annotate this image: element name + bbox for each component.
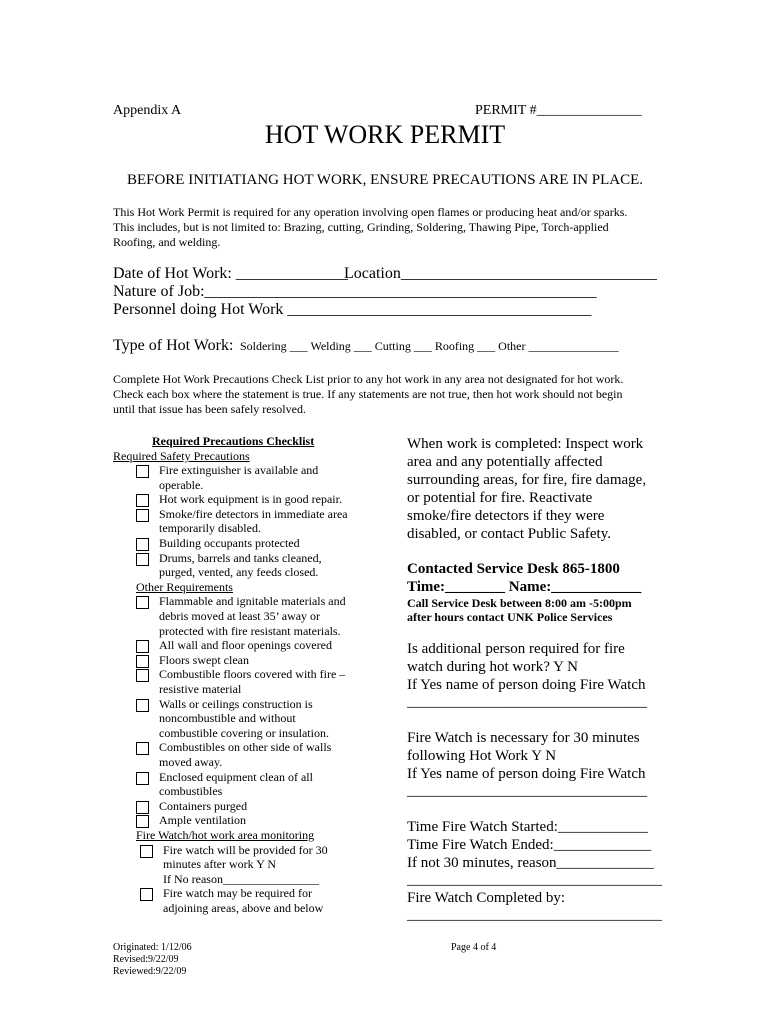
footer-revised: Revised:9/22/09 — [113, 954, 179, 965]
checklist-item-text: Smoke/fire detectors in immediate area — [159, 506, 348, 521]
checklist-item-text: Fire extinguisher is available and — [159, 463, 319, 477]
instructions-line: Complete Hot Work Precautions Check List prior to any hot work in any area not designated for hot work. — [113, 372, 624, 386]
footer-reviewed: Reviewed:9/22/09 — [113, 966, 187, 977]
call-service-desk-note: Call Service Desk between 8:00 am -5:00pm — [407, 596, 632, 610]
date-of-hot-work-field[interactable]: Date of Hot Work: ______________ — [113, 265, 348, 282]
checklist-item-text: moved away. — [159, 755, 223, 769]
additional-line: Is additional person required for fire — [407, 641, 625, 657]
checkbox[interactable] — [136, 553, 149, 566]
checkbox[interactable] — [136, 538, 149, 551]
checkbox[interactable] — [136, 772, 149, 785]
checklist-item-text: protected with fire resistant materials. — [159, 623, 341, 638]
page-title: HOT WORK PERMIT — [264, 120, 506, 149]
type-of-hot-work-options[interactable]: Soldering ___ Welding ___ Cutting ___ Roofing ___ Other _______________ — [240, 339, 619, 353]
checklist-item-text: operable. — [159, 477, 204, 492]
fire-watch-heading: Fire Watch/hot work area monitoring — [136, 828, 315, 842]
completed-line: disabled, or contact Public Safety. — [407, 526, 611, 542]
checkbox[interactable] — [136, 815, 149, 828]
checkbox[interactable] — [136, 742, 149, 755]
checklist-item-text: Fire watch may be required for — [163, 886, 312, 901]
checklist-item-text: All wall and floor openings covered — [159, 638, 332, 653]
footer-originated: Originated: 1/12/06 — [113, 942, 192, 953]
checkbox[interactable] — [136, 465, 149, 478]
checklist-item-text: purged, vented, any feeds closed. — [159, 565, 319, 580]
checklist-item-text: Floors swept clean — [159, 652, 249, 667]
checkbox[interactable] — [136, 494, 149, 507]
personnel-field[interactable]: Personnel doing Hot Work ______________________________________ — [113, 301, 592, 318]
fire-watch-completed-field[interactable]: __________________________________ — [407, 907, 662, 923]
instructions-line: until that issue has been safely resolved. — [113, 402, 306, 416]
checklist-item-text: If No reason________________ — [163, 871, 319, 886]
completed-line: or potential for fire. Reactivate — [407, 490, 593, 506]
time-name-field[interactable]: Time:________ Name:____________ — [407, 579, 642, 595]
checklist-item-text: Combustibles on other side of walls — [159, 740, 332, 755]
checkbox[interactable] — [136, 596, 149, 609]
checklist-item-text: Hot work equipment is in good repair. — [159, 492, 342, 507]
type-of-hot-work-label: Type of Hot Work: — [113, 337, 234, 354]
checklist-item-text: noncombustible and without — [159, 711, 296, 726]
reason-field[interactable]: If not 30 minutes, reason_____________ — [407, 855, 655, 871]
necessary-yes-no[interactable]: following Hot Work Y N — [407, 748, 557, 764]
footer-page-number: Page 4 of 4 — [451, 942, 497, 953]
time-ended-field[interactable]: Time Fire Watch Ended:_____________ — [407, 837, 652, 853]
checklist-item-text: Combustible floors covered with fire – — [159, 667, 346, 682]
checklist-item-text: resistive material — [159, 682, 242, 696]
completed-line: surrounding areas, for fire, fire damage, — [407, 472, 647, 488]
checkbox[interactable] — [140, 845, 153, 858]
completed-line: area and any potentially affected — [407, 454, 603, 470]
checklist-item-text: Enclosed equipment clean of all — [159, 769, 313, 784]
checklist-item-text: debris moved at least 35’ away or — [159, 609, 321, 623]
additional-name-field[interactable]: ________________________________ — [407, 694, 647, 710]
intro-line: This includes, but is not limited to: Brazing, cutting, Grinding, Soldering, Thawing Pipe, Torch-applied — [113, 220, 609, 234]
checklist-item-text: Containers purged — [159, 798, 248, 813]
additional-line: If Yes name of person doing Fire Watch — [407, 677, 646, 693]
checklist-item-text: Fire watch will be provided for 30 — [163, 842, 328, 857]
permit-number-field[interactable]: PERMIT #_______________ — [475, 103, 642, 118]
location-field[interactable]: Location________________________________ — [344, 265, 657, 282]
necessary-name-field[interactable]: ________________________________ — [407, 783, 647, 799]
instructions-line: Check each box where the statement is true. If any statements are not true, then hot work should not begin — [113, 387, 623, 401]
checkbox[interactable] — [136, 640, 149, 653]
safety-precautions-heading: Required Safety Precautions — [113, 449, 250, 463]
necessary-line: If Yes name of person doing Fire Watch — [407, 766, 646, 782]
appendix-label: Appendix A — [113, 103, 182, 118]
completed-line: When work is completed: Inspect work — [407, 436, 644, 452]
checklist-title: Required Precautions Checklist — [152, 434, 315, 448]
nature-of-job-field[interactable]: Nature of Job:_________________________________________________ — [113, 283, 597, 300]
checkbox[interactable] — [136, 801, 149, 814]
intro-line: This Hot Work Permit is required for any operation involving open flames or producing heat and/or sparks. — [113, 205, 628, 219]
checklist-item-text: Flammable and ignitable materials and — [159, 594, 346, 609]
fire-watch-completed-label: Fire Watch Completed by: — [407, 890, 566, 906]
page-subtitle: BEFORE INITIATIANG HOT WORK, ENSURE PRECAUTIONS ARE IN PLACE. — [126, 172, 644, 188]
checklist-item-text: Ample ventilation — [159, 813, 246, 828]
necessary-line: Fire Watch is necessary for 30 minutes — [407, 730, 640, 746]
completed-line: smoke/fire detectors if they were — [407, 508, 605, 524]
checkbox[interactable] — [136, 509, 149, 522]
checklist-item-text: Drums, barrels and tanks cleaned, — [159, 550, 322, 565]
checkbox[interactable] — [136, 669, 149, 682]
intro-line: Roofing, and welding. — [113, 235, 221, 249]
after-hours-note: after hours contact UNK Police Services — [407, 610, 613, 624]
checklist-item-text: combustibles — [159, 784, 223, 799]
checklist-item-text: combustible covering or insulation. — [159, 725, 329, 740]
time-started-field[interactable]: Time Fire Watch Started:____________ — [407, 819, 648, 835]
additional-yes-no[interactable]: watch during hot work? Y N — [407, 659, 578, 675]
checkbox[interactable] — [140, 888, 153, 901]
checklist-item-text: temporarily disabled. — [159, 521, 261, 536]
other-requirements-heading: Other Requirements — [136, 579, 233, 594]
checklist-item-text: minutes after work Y N — [163, 857, 277, 872]
checklist-item-text: Walls or ceilings construction is — [159, 696, 313, 711]
checklist-item-text: adjoining areas, above and below — [163, 901, 324, 915]
checkbox[interactable] — [136, 655, 149, 668]
checkbox[interactable] — [136, 699, 149, 712]
checklist-item-text: Building occupants protected — [159, 536, 300, 550]
reason-continued-field[interactable]: __________________________________ — [407, 872, 662, 888]
contacted-service-desk: Contacted Service Desk 865-1800 — [407, 561, 620, 577]
